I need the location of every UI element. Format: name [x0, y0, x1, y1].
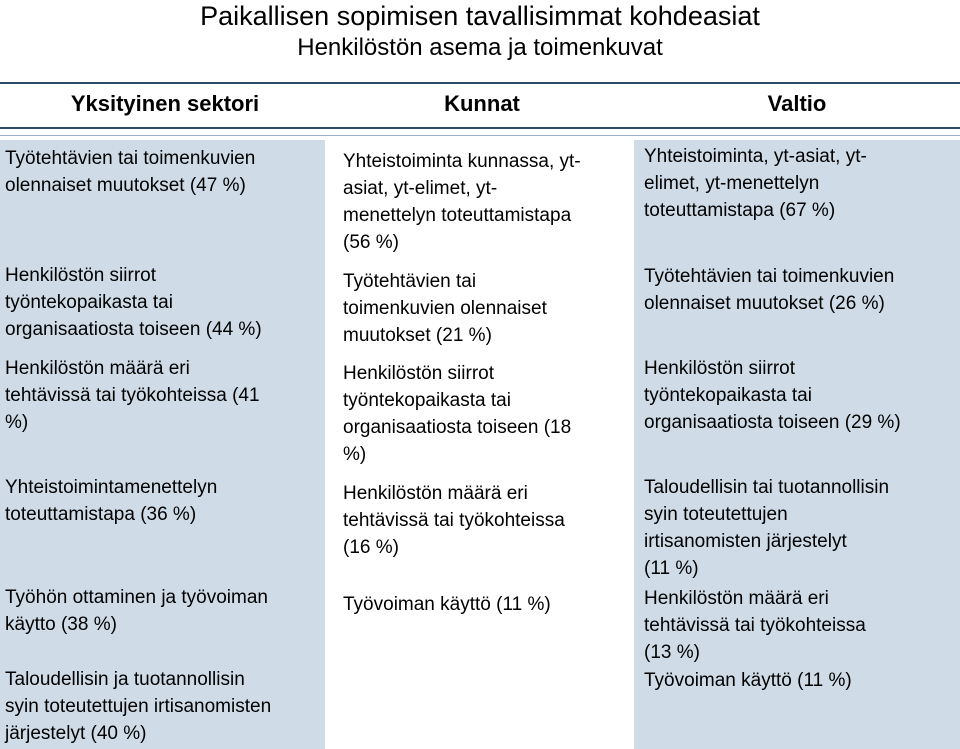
- list-item: Yhteistoiminta, yt-asiat, yt- elimet, yt-menettelyn toteuttamistapa (67 %): [644, 146, 867, 221]
- list-item: Henkilöstön määrä eri tehtävissä tai työkohteissa (41 %): [5, 358, 260, 433]
- header-bottom-rule: [0, 127, 960, 129]
- list-item: Henkilöstön määrä eri tehtävissä tai työkohteissa (13 %): [644, 588, 866, 663]
- list-item: Taloudellisin tai tuotannollisin syin toteutettujen irtisanomisten järjestelyt (11 %): [644, 477, 890, 579]
- list-item: Henkilöstön määrä eri tehtävissä tai työkohteissa (16 %): [343, 483, 565, 558]
- list-item: Henkilöstön siirrot työntekopaikasta tai organisaatiosta toiseen (18 %): [343, 363, 572, 465]
- column-header-valtio: Valtio: [767, 91, 827, 116]
- list-item: Yhteistoimintamenettelyn toteuttamistapa (36 %): [5, 477, 218, 525]
- column-valtio: [634, 140, 960, 749]
- column-header-private: Yksityinen sektori: [70, 91, 260, 116]
- page-title: Paikallisen sopimisen tavallisimmat kohdeasiat: [200, 1, 760, 31]
- header-thin-rule: [0, 135, 960, 136]
- list-item: Työvoiman käyttö (11 %): [343, 594, 551, 615]
- list-item: Taloudellisin ja tuotannollisin syin toteutettujen irtisanomisten järjestelyt (40 %): [5, 669, 272, 744]
- list-item: Työhön ottaminen ja työvoiman käytto (38 %): [5, 587, 268, 635]
- list-item: Työtehtävien tai toimenkuvien olennaiset muutokset (26 %): [644, 266, 895, 314]
- list-item: Henkilöstön siirrot työntekopaikasta tai organisaatiosta toiseen (29 %): [644, 358, 901, 433]
- page-subtitle: Henkilöstön asema ja toimenkuvat: [297, 34, 663, 61]
- column-header-kunnat: Kunnat: [444, 91, 520, 116]
- list-item: Henkilöstön siirrot työntekopaikasta tai organisaatiosta toiseen (44 %): [5, 265, 262, 340]
- column-private: [0, 140, 325, 749]
- column-kunnat: [330, 140, 632, 749]
- list-item: Työvoiman käyttö (11 %): [644, 670, 852, 691]
- list-item: Yhteistoiminta kunnassa, yt- asiat, yt-elimet, yt- menettelyn toteuttamistapa (56 %): [343, 151, 581, 253]
- list-item: Työtehtävien tai toimenkuvien olennaiset muutokset (47 %): [5, 148, 256, 196]
- list-item: Työtehtävien tai toimenkuvien olennaiset muutokset (21 %): [343, 271, 547, 346]
